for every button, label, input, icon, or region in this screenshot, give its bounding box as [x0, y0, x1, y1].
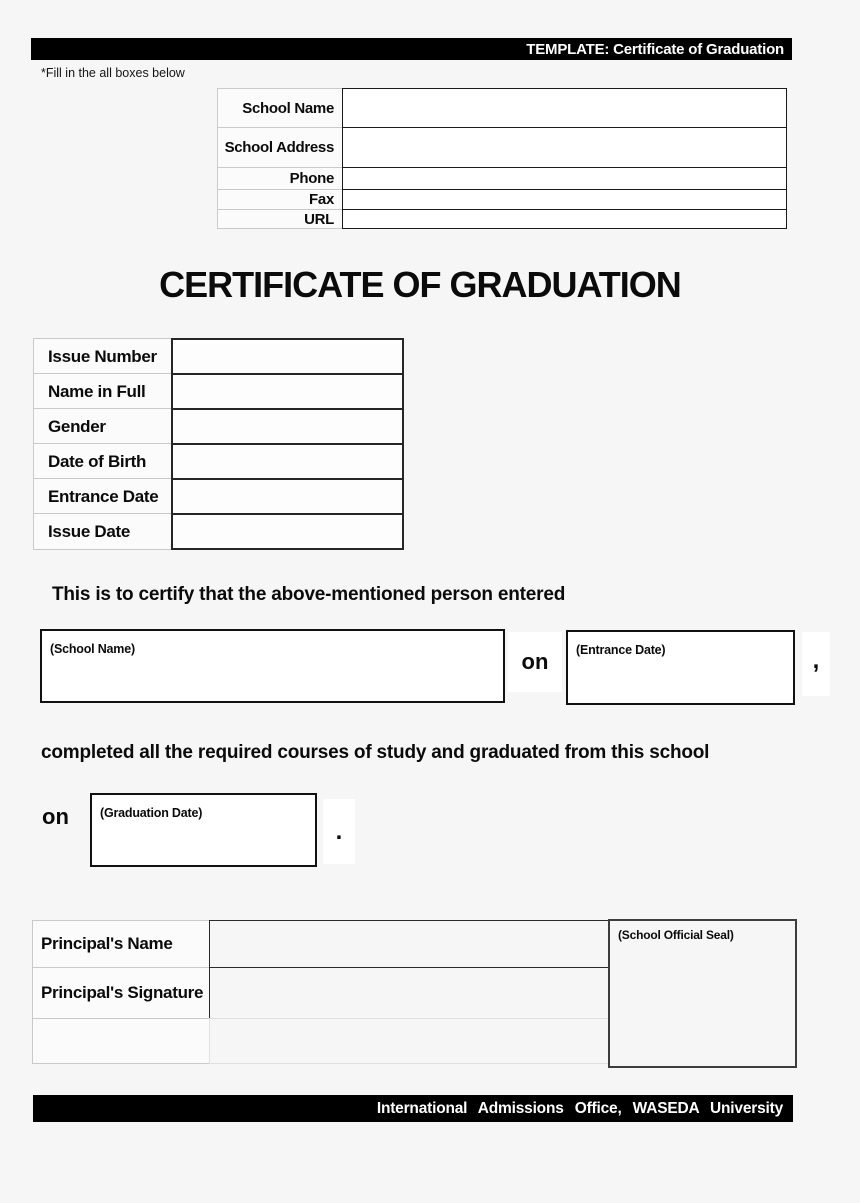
- label-text: Issue Date: [48, 521, 131, 541]
- table-row: [33, 478, 404, 515]
- label-text: URL: [304, 210, 334, 228]
- name-in-full-field[interactable]: [171, 373, 404, 410]
- table-row: [33, 443, 404, 480]
- header-bar-title: TEMPLATE: Certificate of Graduation: [526, 40, 784, 58]
- label-text: Phone: [289, 170, 334, 187]
- school-name-fill-box[interactable]: [40, 629, 505, 703]
- empty-value-cell: [209, 1018, 609, 1064]
- gender-label: [33, 408, 172, 445]
- label-text: Gender: [48, 416, 106, 436]
- fax-field[interactable]: [342, 189, 787, 210]
- entrance-date-placeholder: (Entrance Date): [576, 643, 666, 657]
- entrance-date-fill-box[interactable]: [566, 630, 795, 705]
- table-row: [217, 88, 787, 128]
- graduation-date-placeholder: (Graduation Date): [100, 806, 203, 820]
- label-text: Fax: [309, 191, 334, 208]
- school-name-label: [217, 88, 343, 128]
- recipient-fields-table: [33, 338, 404, 550]
- school-name-placeholder: (School Name): [50, 642, 135, 656]
- table-row: [33, 408, 404, 445]
- entrance-date-label: [33, 478, 172, 515]
- label-text: Entrance Date: [48, 486, 159, 506]
- word-on-2: on: [42, 804, 69, 829]
- signature-table: [32, 920, 609, 1064]
- school-official-seal-box[interactable]: [608, 919, 797, 1068]
- issue-number-field[interactable]: [171, 338, 404, 375]
- label-text: Principal's Signature: [41, 983, 204, 1002]
- empty-label-cell: [32, 1018, 210, 1064]
- date-of-birth-label: [33, 443, 172, 480]
- phone-label: [217, 167, 343, 190]
- label-text: Date of Birth: [48, 451, 147, 471]
- table-row: [33, 513, 404, 550]
- label-text: School Address: [224, 139, 334, 156]
- header-bar: [31, 38, 792, 60]
- table-row: [32, 920, 609, 968]
- school-name-field[interactable]: [342, 88, 787, 128]
- table-row: [217, 209, 787, 229]
- period-cell: .: [323, 799, 355, 864]
- school-address-field[interactable]: [342, 127, 787, 168]
- fax-label: [217, 189, 343, 210]
- table-row: [32, 1018, 609, 1064]
- certify-statement-line1: This is to certify that the above-mentioned person entered: [52, 584, 566, 605]
- label-text: Issue Number: [48, 346, 157, 366]
- issue-number-label: [33, 338, 172, 375]
- word-on-1: on: [508, 632, 562, 692]
- name-in-full-label: [33, 373, 172, 410]
- table-row: [32, 967, 609, 1019]
- school-info-table: [217, 88, 787, 229]
- school-address-label: [217, 127, 343, 168]
- principals-name-field[interactable]: [209, 920, 609, 968]
- table-row: [33, 373, 404, 410]
- table-row: [217, 167, 787, 190]
- table-row: [217, 189, 787, 210]
- issue-date-label: [33, 513, 172, 550]
- seal-placeholder: (School Official Seal): [618, 928, 734, 942]
- page-title: CERTIFICATE OF GRADUATION: [159, 264, 681, 305]
- date-of-birth-field[interactable]: [171, 443, 404, 480]
- certify-statement-line2: completed all the required courses of study and graduated from this school: [41, 742, 710, 763]
- label-text: Principal's Name: [41, 934, 173, 953]
- table-row: [217, 127, 787, 168]
- graduation-date-fill-box[interactable]: [90, 793, 317, 867]
- comma-cell: ,: [802, 632, 830, 696]
- principals-signature-field[interactable]: [209, 967, 609, 1019]
- entrance-date-field[interactable]: [171, 478, 404, 515]
- url-label: [217, 209, 343, 229]
- gender-field[interactable]: [171, 408, 404, 445]
- phone-field[interactable]: [342, 167, 787, 190]
- footer-bar: [33, 1095, 793, 1122]
- url-field[interactable]: [342, 209, 787, 229]
- footer-bar-title: International Admissions Office, WASEDA University: [376, 1099, 783, 1117]
- label-text: Name in Full: [48, 381, 146, 401]
- issue-date-field[interactable]: [171, 513, 404, 550]
- principals-signature-label: [32, 967, 210, 1019]
- principals-name-label: [32, 920, 210, 968]
- fill-instruction-note: *Fill in the all boxes below: [41, 66, 185, 80]
- label-text: School Name: [242, 99, 334, 117]
- table-row: [33, 338, 404, 375]
